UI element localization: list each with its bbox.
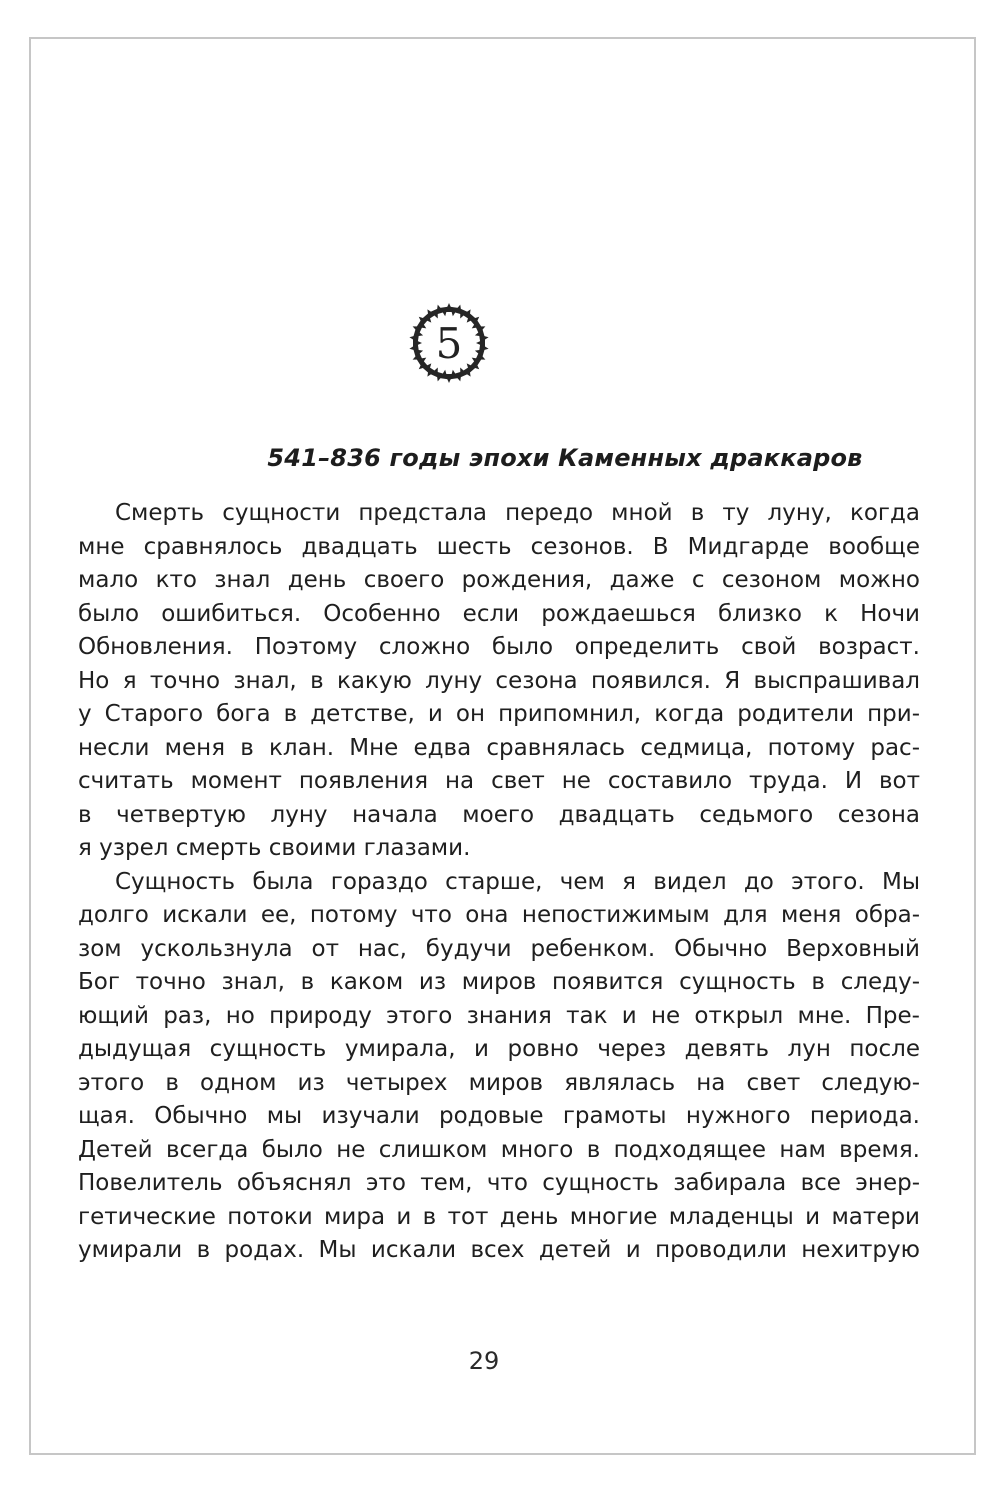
text-line: Смерть сущности предстала передо мной в ту луну, когда — [115, 500, 920, 526]
chapter-heading: 541–836 годы эпохи Каменных драккаров — [267, 444, 863, 472]
text-line: гетические потоки мира и в тот день многие младенцы и матери — [78, 1203, 920, 1230]
text-line: дыдущая сущность умирала, и ровно через девять лун после — [78, 1036, 920, 1062]
body-text — [78, 497, 920, 1268]
page-number: 29 — [468, 1347, 500, 1375]
paragraph-2 — [78, 866, 920, 1268]
text-line: мне сравнялось двадцать шесть сезонов. В Мидгарде вообще — [78, 533, 920, 560]
text-line: умирали в родах. Мы искали всех детей и проводили нехитрую — [78, 1237, 920, 1263]
chapter-ornament — [404, 298, 494, 388]
text-line: ющий раз, но природу этого знания так и не открыл мне. Пре- — [78, 1002, 920, 1029]
paragraph-1 — [78, 497, 920, 866]
text-line: Повелитель объяснял это тем, что сущность забирала все энер- — [78, 1170, 920, 1196]
chapter-ornament-icon — [404, 298, 494, 388]
text-line: этого в одном из четырех миров являлась на свет следую- — [78, 1069, 920, 1096]
text-line: Обновления. Поэтому сложно было определить свой возраст. — [78, 634, 920, 660]
text-line: Бог точно знал, в каком из миров появится сущность в следу- — [78, 969, 920, 995]
text-line: у Старого бога в детстве, и он припомнил, когда родители при- — [78, 701, 920, 727]
chapter-number: 5 — [435, 319, 463, 368]
text-line: мало кто знал день своего рождения, даже с сезоном можно — [78, 567, 920, 593]
text-line: долго искали ее, потому что она непостижимым для меня обра- — [78, 902, 920, 928]
text-line: в четвертую луну начала моего двадцать седьмого сезона — [78, 801, 920, 828]
text-line: считать момент появления на свет не составило труда. И вот — [78, 768, 920, 794]
text-line: Детей всегда было не слишком много в подходящее нам время. — [78, 1136, 920, 1163]
text-line: несли меня в клан. Мне едва сравнялась седмица, потому рас- — [78, 734, 920, 761]
text-line: щая. Обычно мы изучали родовые грамоты нужного периода. — [78, 1103, 920, 1129]
text-line: было ошибиться. Особенно если рождаешься близко к Ночи — [78, 600, 920, 627]
text-line: Но я точно знал, в какую луну сезона появился. Я выспрашивал — [78, 667, 920, 694]
text-line: Сущность была гораздо старше, чем я видел до этого. Мы — [115, 868, 920, 895]
text-line: зом ускользнула от нас, будучи ребенком. Обычно Верховный — [78, 935, 920, 962]
text-line: я узрел смерть своими глазами. — [78, 835, 471, 861]
